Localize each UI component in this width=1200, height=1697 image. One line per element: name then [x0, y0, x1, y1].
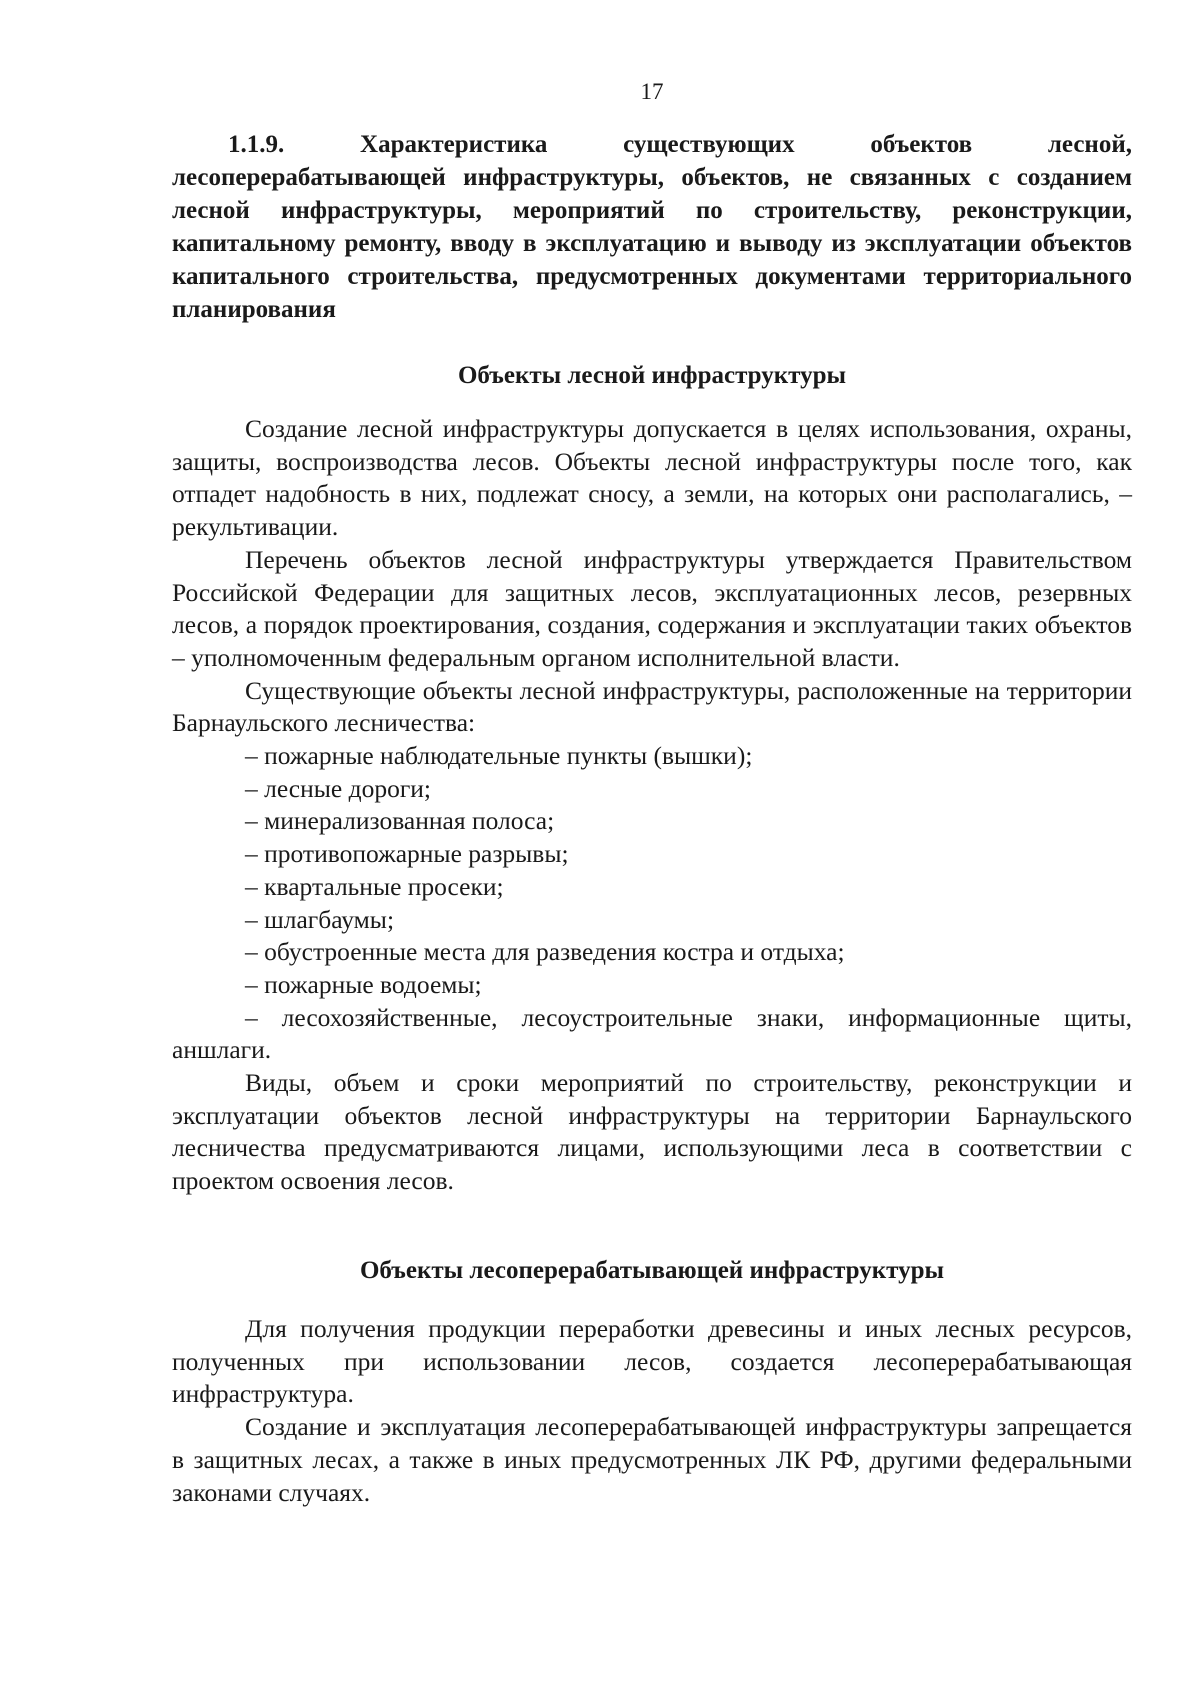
list-item: – пожарные водоемы;: [245, 969, 482, 999]
paragraph: Существующие объекты лесной инфраструктуры, расположенные на территории Барнаульского лесничества:: [172, 675, 1132, 738]
section-title-wood-processing-infrastructure: Объекты лесоперерабатывающей инфраструктуры: [359, 1257, 945, 1284]
list-item: – квартальные просеки;: [245, 871, 504, 901]
page-number: 17: [640, 79, 664, 104]
paragraph: Виды, объем и сроки мероприятий по строительству, реконструкции и эксплуатации объектов лесной инфраструктуры на территории Барнаульского лесничества предусматриваются лицами, использующими леса в соответствии с проектом освоения лесов.: [172, 1068, 1132, 1196]
chapter-heading: [172, 128, 1132, 326]
paragraph: Для получения продукции переработки древесины и иных лесных ресурсов, полученных при использовании лесов, создается лесоперерабатывающая инфраструктура.: [172, 1314, 1132, 1409]
paragraph: Перечень объектов лесной инфраструктуры утверждается Правительством Российской Федерации для защитных лесов, эксплуатационных лесов, резервных лесов, а порядок проектирования, создания, содержания и эксплуатации таких объектов – уполномоченным федеральным органом исполнительной власти.: [172, 544, 1132, 672]
heading-text: Характеристика существующих объектов лесной, лесоперерабатывающей инфраструктуры, объектов, не связанных с созданием лесной инфраструктуры, мероприятий по строительству, реконструкции, капитальному ремонту, вводу в эксплуатацию и выводу из эксплуатации объектов капитального строительства, предусмотренных документами территориального планирования: [172, 131, 1132, 323]
list-item: – лесохозяйственные, лесоустроительные знаки, информационные щиты, аншлаги.: [172, 1002, 1132, 1065]
paragraph: Создание и эксплуатация лесоперерабатывающей инфраструктуры запрещается в защитных лесах, а также в иных предусмотренных ЛК РФ, другими федеральными законами случаях.: [172, 1412, 1132, 1507]
list-item: – шлагбаумы;: [245, 904, 395, 934]
list-item: – лесные дороги;: [245, 773, 432, 803]
paragraph: Создание лесной инфраструктуры допускается в целях использования, охраны, защиты, воспроизводства лесов. Объекты лесной инфраструктуры после того, как отпадет надобность в них, подлежат сносу, а земли, на которых они располагались, – рекультивации.: [172, 414, 1132, 542]
list-item: – пожарные наблюдательные пункты (вышки);: [245, 741, 753, 771]
heading-number: 1.1.9.: [228, 131, 285, 158]
list-item: – минерализованная полоса;: [245, 806, 555, 836]
list-item: – обустроенные места для разведения костра и отдыха;: [245, 937, 845, 967]
section-forest-infrastructure-body: [172, 413, 1132, 1198]
section-wood-processing-body: [172, 1313, 1132, 1509]
section-title-forest-infrastructure: Объекты лесной инфраструктуры: [457, 362, 847, 389]
list-item: – противопожарные разрывы;: [245, 839, 569, 869]
